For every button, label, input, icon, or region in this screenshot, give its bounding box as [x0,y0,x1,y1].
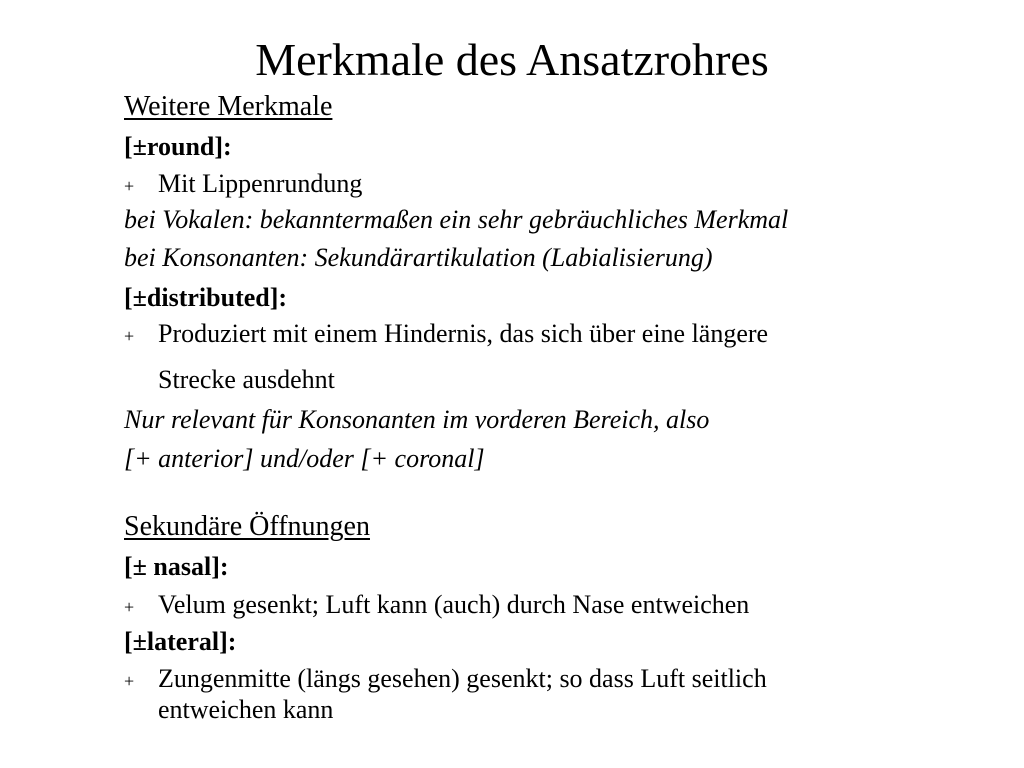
list-item-text: Zungenmitte (längs gesehen) gesenkt; so dass Luft seitlich [158,664,767,693]
list-item-text: Velum gesenkt; Luft kann (auch) durch Nase entweichen [158,590,750,619]
plus-bullet-icon: + [124,671,135,691]
slide-title: Merkmale des Ansatzrohres [255,34,769,85]
note-anterior-coronal: [+ anterior] und/oder [+ coronal] [124,444,485,473]
feature-label-distributed: [±distributed]: [124,283,288,312]
section-heading-sekundaere-oeffnungen: Sekundäre Öffnungen [124,511,370,542]
list-item-text: Mit Lippenrundung [158,169,363,198]
section-heading-weitere-merkmale: Weitere Merkmale [124,91,333,122]
feature-label-round: [±round]: [124,132,232,161]
feature-label-lateral: [±lateral]: [124,627,237,656]
list-item-continuation: entweichen kann [158,695,334,724]
plus-bullet-icon: + [124,326,135,346]
plus-bullet-icon: + [124,176,135,196]
list-item-continuation: Strecke ausdehnt [158,365,335,394]
note-konsonanten: bei Konsonanten: Sekundärartikulation (Labialisierung) [124,243,713,272]
note-relevant: Nur relevant für Konsonanten im vorderen Bereich, also [124,405,710,434]
feature-label-nasal: [± nasal]: [124,552,229,581]
plus-bullet-icon: + [124,597,135,617]
list-item-text: Produziert mit einem Hindernis, das sich über eine längere [158,319,769,348]
note-vokalen: bei Vokalen: bekanntermaßen ein sehr gebräuchliches Merkmal [124,205,789,234]
